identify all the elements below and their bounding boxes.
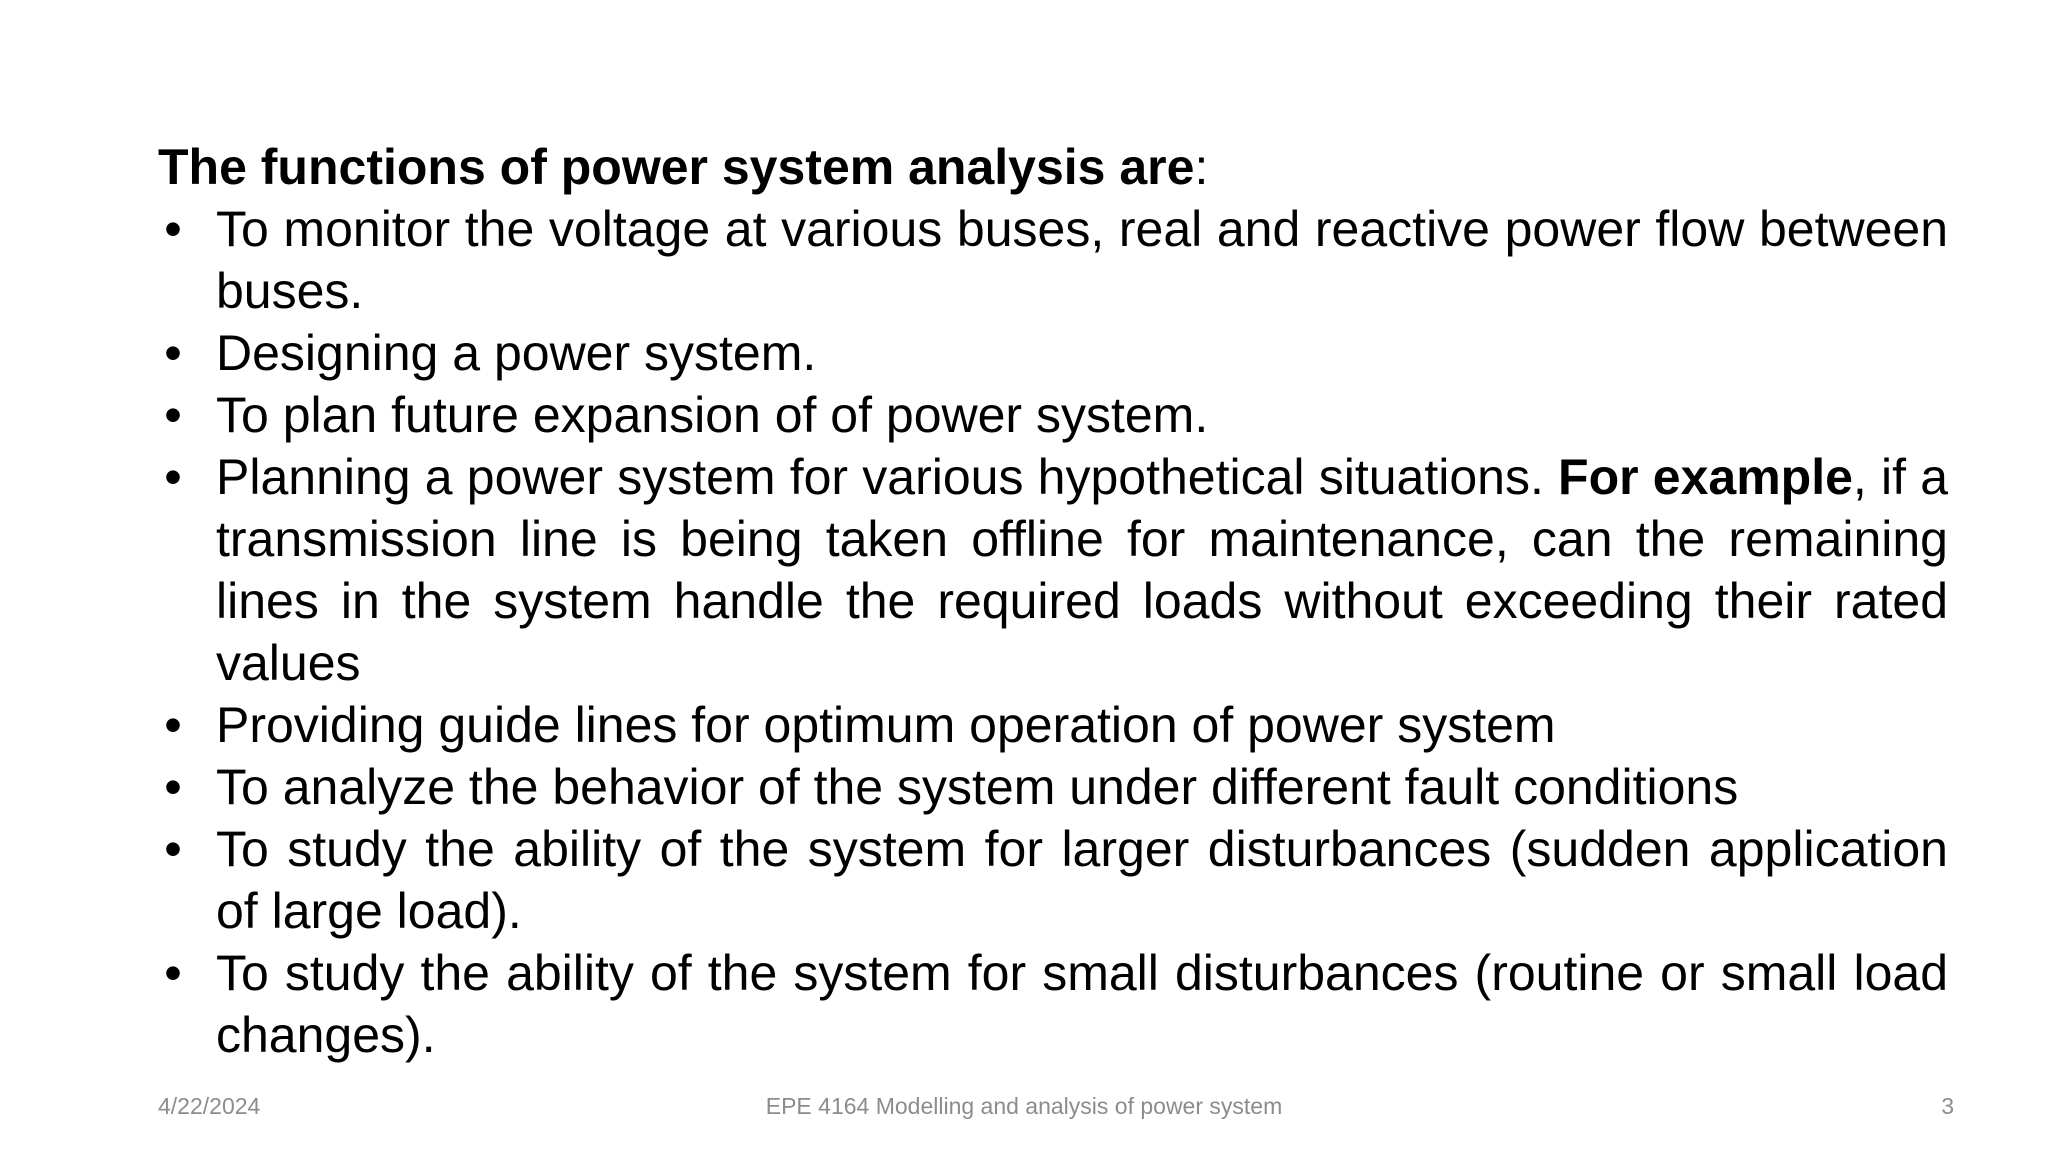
list-item-text: To study the ability of the system for small disturbances (routine or small load changes). — [216, 945, 1948, 1063]
list-item-text-before: Planning a power system for various hypothetical situations. — [216, 449, 1559, 505]
list-item-text: To plan future expansion of of power system. — [216, 387, 1209, 443]
list-item-bold: For example — [1558, 449, 1853, 505]
list-item — [158, 818, 1948, 942]
list-item — [158, 756, 1948, 818]
list-item — [158, 446, 1948, 694]
list-item-text: Providing guide lines for optimum operation of power system — [216, 697, 1556, 753]
footer-course-title: EPE 4164 Modelling and analysis of power system — [765, 1093, 1283, 1119]
heading-colon: : — [1194, 139, 1209, 195]
bullet-list — [158, 198, 1948, 1066]
bullet-icon: • — [164, 759, 182, 815]
bullet-icon: • — [164, 387, 182, 443]
footer-date: 4/22/2024 — [158, 1093, 261, 1119]
footer-page-number: 3 — [1941, 1093, 1954, 1119]
bullet-icon: • — [164, 945, 182, 1001]
bullet-icon: • — [164, 821, 182, 877]
slide-heading — [158, 136, 1948, 198]
slide-body — [158, 136, 1948, 1066]
bullet-icon: • — [164, 449, 182, 505]
list-item-text: To monitor the voltage at various buses, real and reactive power flow between buses. — [216, 201, 1948, 319]
list-item — [158, 384, 1948, 446]
list-item-text: To study the ability of the system for larger disturbances (sudden application of large load). — [216, 821, 1948, 939]
bullet-icon: • — [164, 201, 182, 257]
list-item-text-after: , if a transmission line is being taken offline for maintenance, can the remaining lines in the system handle the required loads without exceeding their rated values — [216, 449, 1949, 691]
bullet-icon: • — [164, 325, 182, 381]
list-item — [158, 322, 1948, 384]
list-item — [158, 942, 1948, 1066]
list-item-text: To analyze the behavior of the system under different fault conditions — [216, 759, 1739, 815]
list-item — [158, 198, 1948, 322]
bullet-icon: • — [164, 697, 182, 753]
list-item-text: Designing a power system. — [216, 325, 817, 381]
list-item — [158, 694, 1948, 756]
heading-bold: The functions of power system analysis are — [158, 139, 1195, 195]
